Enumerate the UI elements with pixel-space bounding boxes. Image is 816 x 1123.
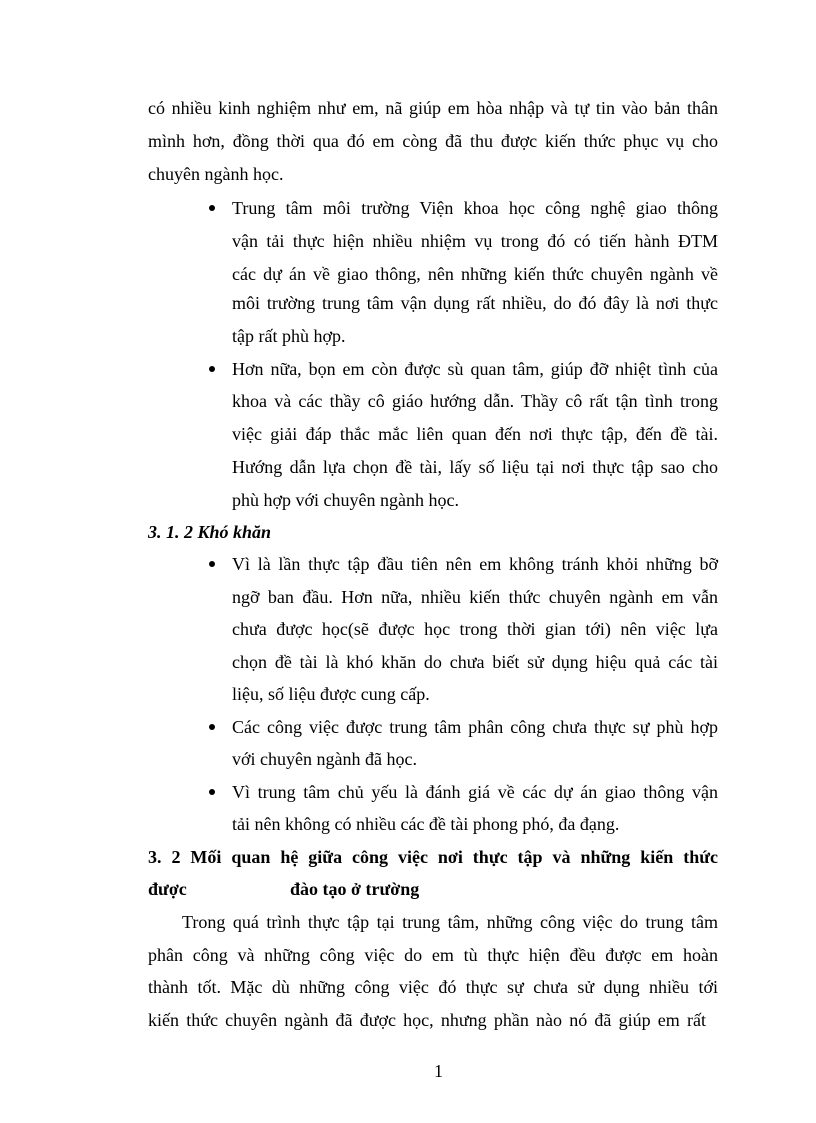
section-heading-312: 3. 1. 2 Khó khăn bbox=[148, 522, 272, 542]
bullet-a1-line-4: môi trường trung tâm vận dụng rất nhiều, do đó đây là nơi thực bbox=[232, 293, 718, 313]
section-heading-32-word: được bbox=[148, 879, 187, 899]
page-number: 1 bbox=[434, 1061, 443, 1081]
bullet-dot bbox=[209, 724, 215, 730]
bullet-dot bbox=[209, 789, 215, 795]
bullet-b1-line-3: chưa được học(sẽ được học trong thời gian tới) nên việc lựa bbox=[232, 619, 718, 639]
bullet-dot bbox=[209, 205, 215, 211]
bullet-b1-line-1: Vì là lần thực tập đầu tiên nên em không tránh khỏi những bỡ bbox=[232, 554, 718, 574]
bullet-b2-line-2: với chuyên ngành đã học. bbox=[232, 749, 417, 769]
bullet-a1-line-3: các dự án về giao thông, nên những kiến thức chuyên ngành về bbox=[232, 264, 718, 284]
bullet-a1-line-5: tập rất phù hợp. bbox=[232, 326, 346, 346]
bullet-a2-line-5: phù hợp với chuyên ngành học. bbox=[232, 490, 459, 510]
bullet-a1-line-2: vận tải thực hiện nhiều nhiệm vụ trong đó có tiến hành ĐTM bbox=[232, 231, 718, 251]
bullet-b3-line-2: tải nên không có nhiều các đề tài phong phó, đa đạng. bbox=[232, 814, 620, 834]
closing-line-3: thành tốt. Mặc dù những công việc đó thực sự chưa sử dụng nhiều tới bbox=[148, 977, 718, 997]
closing-line-4: kiến thức chuyên ngành đã được học, nhưng phần nào nó đã giúp em rất bbox=[148, 1010, 706, 1030]
section-heading-32-line-1: 3. 2 Mối quan hệ giữa công việc nơi thực tập và những kiến thức bbox=[148, 847, 718, 867]
closing-line-2: phân công và những công việc do em tù thực hiện đều được em hoàn bbox=[148, 945, 718, 965]
section-heading-32-line-2: đào tạo ở trường bbox=[290, 879, 420, 899]
bullet-b2-line-1: Các công việc được trung tâm phân công chưa thực sự phù hợp bbox=[232, 717, 718, 737]
bullet-a2-line-4: Hướng dẫn lựa chọn đề tài, lấy số liệu tại nơi thực tập sao cho bbox=[232, 457, 718, 477]
closing-line-1: Trong quá trình thực tập tại trung tâm, những công việc do trung tâm bbox=[182, 912, 718, 932]
bullet-b1-line-5: liệu, số liệu được cung cấp. bbox=[232, 684, 430, 704]
intro-line-1: có nhiều kinh nghiệm như em, nã giúp em hòa nhập và tự tin vào bản thân bbox=[148, 98, 718, 118]
bullet-b1-line-4: chọn đề tài là khó khăn do chưa biết sử dụng hiệu quả các tài bbox=[232, 652, 718, 672]
bullet-a2-line-2: khoa và các thầy cô giáo hướng dẫn. Thầy cô rất tận tình trong bbox=[232, 391, 718, 411]
bullet-b3-line-1: Vì trung tâm chủ yếu là đánh giá về các dự án giao thông vận bbox=[232, 782, 718, 802]
bullet-a2-line-3: việc giải đáp thắc mắc liên quan đến nơi thực tập, đến đề tài. bbox=[232, 424, 718, 444]
bullet-a2-line-1: Hơn nữa, bọn em còn được sù quan tâm, giúp đỡ nhiệt tình của bbox=[232, 359, 718, 379]
intro-line-3: chuyên ngành học. bbox=[148, 164, 284, 184]
bullet-a1-line-1: Trung tâm môi trường Viện khoa học công nghệ giao thông bbox=[232, 198, 718, 218]
bullet-dot bbox=[209, 366, 215, 372]
bullet-dot bbox=[209, 561, 215, 567]
intro-line-2: mình hơn, đồng thời qua đó em còng đã thu được kiến thức phục vụ cho bbox=[148, 131, 718, 151]
bullet-b1-line-2: ngỡ ban đầu. Hơn nữa, nhiều kiến thức chuyên ngành em vẫn bbox=[232, 587, 718, 607]
